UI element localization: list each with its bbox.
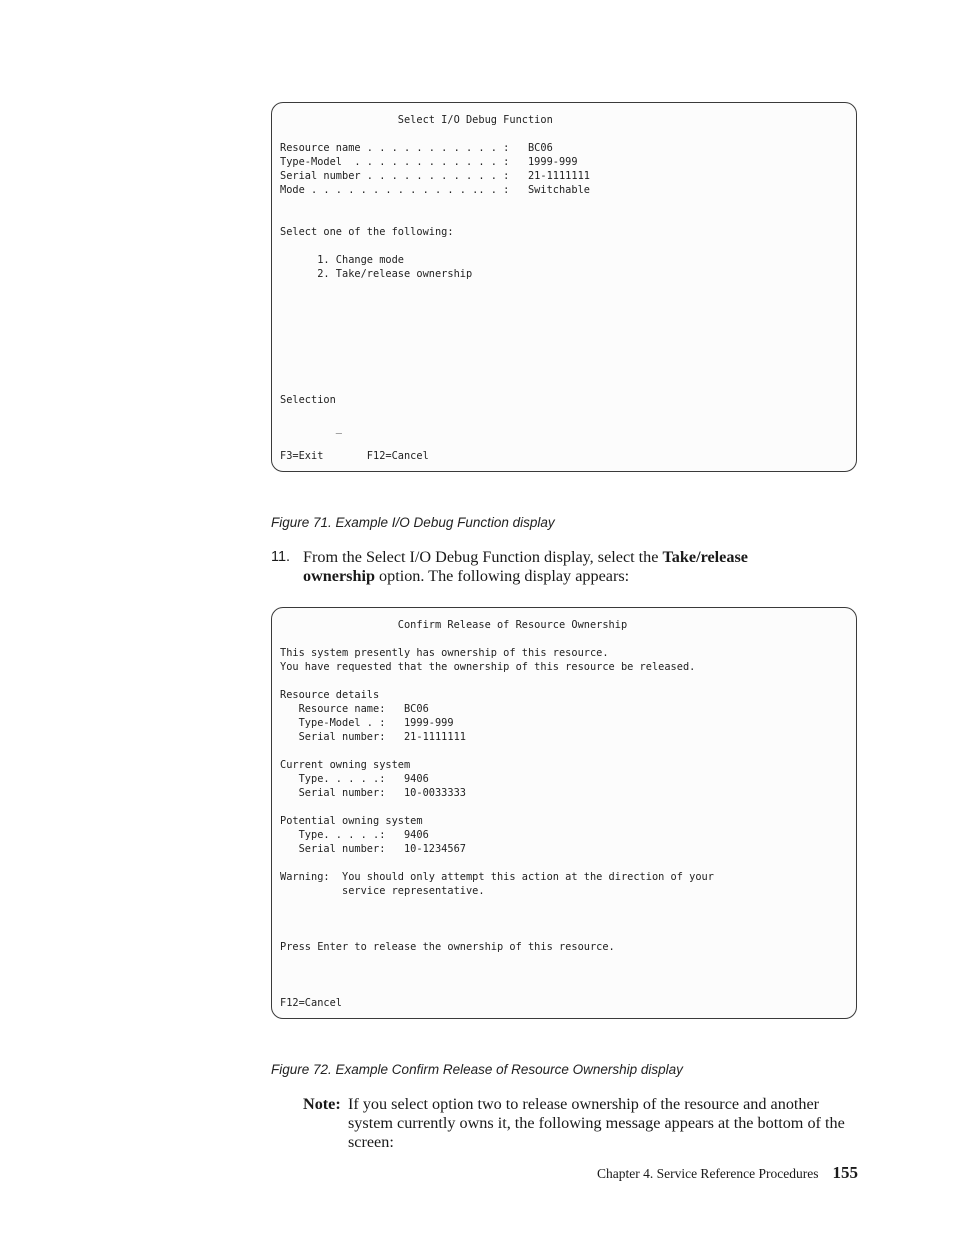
step-text-after: option. The following display appears: <box>374 567 630 585</box>
step-text-before: From the Select I/O Debug Function display, select the <box>303 548 663 566</box>
figure-71-caption: Figure 71. Example I/O Debug Function display <box>271 515 555 530</box>
step-number: 11. <box>271 549 291 565</box>
figure-72-caption: Figure 72. Example Confirm Release of Resource Ownership display <box>271 1062 683 1077</box>
step-text-bold: Take/release ownership <box>303 548 748 585</box>
screen-text: Select I/O Debug Function Resource name . . . . . . . . . . . : BC06 Type-Model . . . . . . . . . . . . : 1999-999 Serial number . . . . . . . . . . . : 21-1111111 Mode . . . . . . . . . . . . . .. . : Switchable Select one of the following: 1. Change mode 2. Take/release ownership Selection _ F3=Exit F12=Cancel <box>280 114 590 462</box>
page-footer <box>597 1163 858 1183</box>
screen-text: Confirm Release of Resource Ownership This system presently has ownership of this resource. You have requested that the ownership of this resource be released. Resource details Resource name: BC06 Type-Model . : 1999-999 Serial number: 21-1111111 Current owning system Type. . . . .: 9406 Serial number: 10-0033333 Potential owning system Type. . . . .: 9406 Serial number: 10-1234567 Warning: You should only attempt this action at the direction of your service representative. Press Enter to release the ownership of this resource. F12=Cancel <box>280 619 714 1009</box>
note-label: Note: <box>303 1095 341 1113</box>
step-text <box>303 548 803 586</box>
confirm-release-ownership-screen <box>271 607 857 1019</box>
note-text: If you select option two to release ownership of the resource and another system currently owns it, the following message appears at the bottom of the screen: <box>348 1095 845 1151</box>
page-number: 155 <box>832 1163 858 1182</box>
select-io-debug-function-screen <box>271 102 857 472</box>
chapter-title: Chapter 4. Service Reference Procedures <box>596 1166 819 1181</box>
